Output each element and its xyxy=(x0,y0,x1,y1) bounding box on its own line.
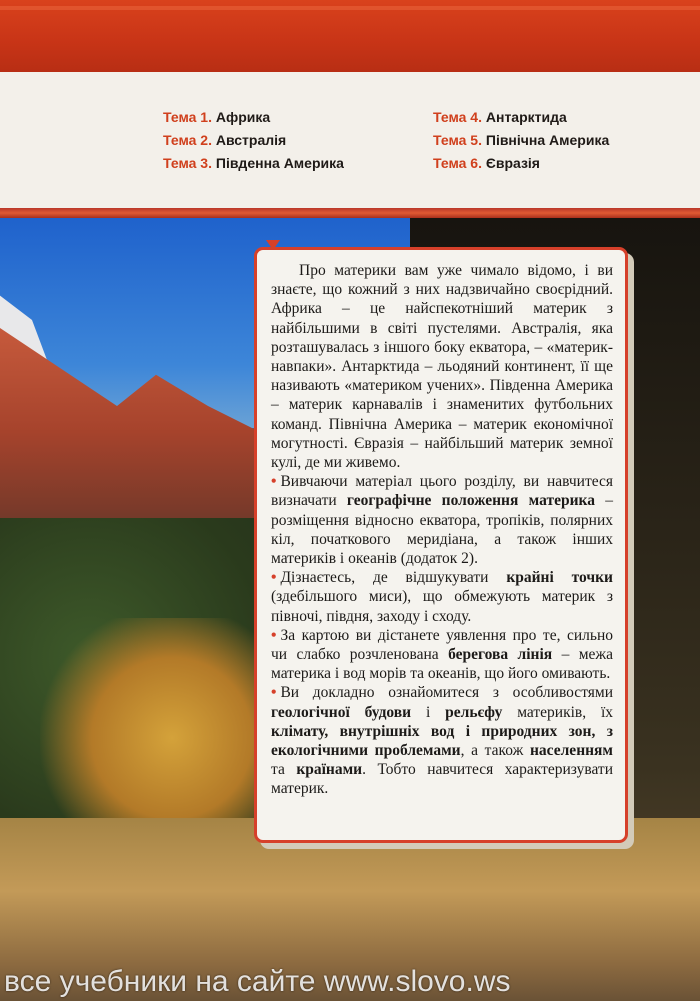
bullet-bold-term: країнами xyxy=(296,761,363,779)
topic-name: Південна Америка xyxy=(215,155,344,171)
bullet-item xyxy=(271,683,613,798)
bullet-item xyxy=(271,568,613,626)
topic-1 xyxy=(163,109,270,125)
bullet-text: і xyxy=(411,703,446,721)
bullet-bold-term: клімату, внутрішніх вод і природних зон, з екологічними проблемами xyxy=(271,722,613,760)
bullet-bold-term: рельєфу xyxy=(445,703,503,721)
bullet-bold-term: географічне положення материка xyxy=(346,492,595,510)
bullet-text: – розміщення відносно екватора, тропіків, полярних кіл, початкового меридіана, а також інших материків і океанів (додаток 2). xyxy=(271,492,613,568)
bullet-bold-term: берегова лінія xyxy=(448,646,553,664)
topic-name: Північна Америка xyxy=(485,132,610,148)
topic-6 xyxy=(433,155,540,171)
topic-number: Тема 2. xyxy=(163,132,212,148)
topic-2 xyxy=(163,132,286,148)
topic-5 xyxy=(433,132,609,148)
bullet-text: . Тобто навчитеся характеризувати материк. xyxy=(271,761,614,798)
bullet-text: та xyxy=(271,761,297,779)
topic-name: Євразія xyxy=(485,155,540,171)
bullet-icon: • xyxy=(271,569,277,587)
bullet-text: Вивчаючи матеріал цього розділу, ви навчитеся визначати xyxy=(271,473,613,510)
topic-name: Австралія xyxy=(215,132,287,148)
bullet-item xyxy=(271,626,613,684)
bullet-bold-term: геологічної будови xyxy=(271,703,412,721)
intro-text-box xyxy=(254,247,628,843)
bullet-icon: • xyxy=(271,473,277,491)
topic-4 xyxy=(433,109,567,125)
bullet-text: – межа материка і вод морів та океанів, що його омивають. xyxy=(271,646,614,683)
bullet-bold-term: населенням xyxy=(529,742,613,760)
bullet-text: , а також xyxy=(460,742,530,760)
topic-number: Тема 4. xyxy=(433,109,482,125)
bullet-text: (здебільшого миси), що обмежують материк з півночі, півдня, заходу і сходу. xyxy=(271,588,613,625)
intro-paragraph: Про материки вам уже чимало відомо, і ви знаєте, що кожний з них надзвичайно своєрідний. Африка – це найспекотніший материк з найбільшими в світі пустелями. Австралія, яка розташувалась з іншого боку екватора, – «материк-навпаки». Антарктида – льодяний континент, її ще називають «материком учених». Південна Америка – материк карнавалів і знаменитих футбольних команд. Північна Америка – материк економічної могутності. Євразія – найбільший материк земної кулі, де ми живемо. xyxy=(271,262,613,472)
top-red-band xyxy=(0,0,700,72)
topic-name: Антарктида xyxy=(485,109,567,125)
bullet-item xyxy=(271,472,613,568)
topics-panel xyxy=(0,72,700,208)
bullet-text: материків, їх xyxy=(502,703,614,721)
topic-number: Тема 3. xyxy=(163,155,212,171)
bullet-icon: • xyxy=(271,684,277,702)
topic-3 xyxy=(163,155,344,171)
footer-watermark: все учебники на сайте www.slovo.ws xyxy=(4,965,511,998)
topic-number: Тема 5. xyxy=(433,132,482,148)
topic-name: Африка xyxy=(215,109,271,125)
bullet-bold-term: крайні точки xyxy=(506,569,613,587)
bullet-icon: • xyxy=(271,626,277,644)
bullet-text: За картою ви дістанете уявлення про те, сильно чи слабко розчленована xyxy=(271,626,613,664)
divider-band xyxy=(0,208,700,218)
topic-number: Тема 6. xyxy=(433,155,482,171)
topic-number: Тема 1. xyxy=(163,109,212,125)
bullet-text: Дізнаєтесь, де відшукувати xyxy=(280,569,507,587)
bullet-text: Ви докладно ознайомитеся з особливостями xyxy=(280,684,613,702)
